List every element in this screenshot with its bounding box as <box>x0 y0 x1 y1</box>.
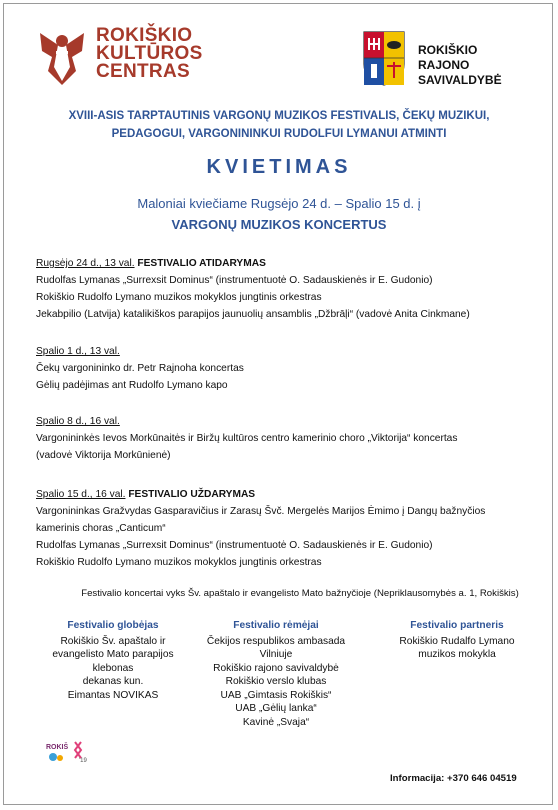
sponsor-line: Kavinė „Svaja“ <box>242 716 310 728</box>
event-line: kamerinis choras „Canticum“ <box>36 523 166 534</box>
event-line: Rokiškio Rudolfo Lymano muzikos mokyklos jungtinis orkestras <box>36 292 322 303</box>
rokiskio-kulturos-centras-logo <box>34 27 214 89</box>
sponsor-line: Rokiškio rajono savivaldybė <box>213 662 339 674</box>
event-line: Jekabpilio (Latvija) katalikiškos parapijos jaunuolių ansamblis „Džbrāļi“ (vadovė Anita Cinkmane) <box>36 309 470 320</box>
event-date: Spalio 8 d., 16 val. <box>36 416 120 427</box>
patron-line: Rokiškio Šv. apaštalo ir <box>60 635 166 647</box>
event-oct-1 <box>36 343 536 394</box>
patron-line: klebonas <box>92 662 134 674</box>
sponsor-line: UAB „Gimtasis Rokiškis“ <box>220 689 332 701</box>
sponsor-line: Rokiškio verslo klubas <box>225 676 327 687</box>
patron-heading: Festivalio globėjas <box>67 620 159 631</box>
sponsor-line: Vilniuje <box>259 649 293 660</box>
patron-line: dekanas kun. <box>82 676 144 687</box>
event-line: Čekų vargonininko dr. Petr Rajnoha koncertas <box>36 363 244 374</box>
event-date: Spalio 1 d., 13 val. <box>36 346 120 357</box>
coat-of-arms-icon <box>362 30 406 86</box>
logo-line-1: ROKIŠKIO <box>96 25 193 46</box>
sponsor-line: Čekijos respublikos ambasada <box>206 635 346 647</box>
event-date: Rugsėjo 24 d., 13 val. <box>36 258 135 269</box>
svg-text:'19: '19 <box>79 758 87 764</box>
partner-heading: Festivalio partneris <box>410 620 504 631</box>
event-date: Spalio 15 d., 16 val. <box>36 489 126 500</box>
patron-column <box>28 619 198 702</box>
event-line: Vargonininkas Gražvydas Gasparavičius ir Zarasų Švč. Mergelės Marijos Ėmimo į Dangų bažnyčios <box>36 506 486 517</box>
patron-line: evangelisto Mato parapijos <box>52 649 174 660</box>
venue-note: Festivalio koncertai vyks Šv. apaštalo ir evangelisto Mato bažnyčioje (Nepriklausomybės a. 1, Rokiškis) <box>81 588 519 599</box>
festival-title-line-2: PEDAGOGUI, VARGONININKUI RUDOLFUI LYMANUI ATMINTI <box>111 128 447 140</box>
municipality-line-1: ROKIŠKIO RAJONO <box>418 43 478 72</box>
sponsor-line: UAB „Gėlių lanka“ <box>235 703 317 714</box>
invitation-heading: KVIETIMAS <box>206 156 352 178</box>
event-line: Rudolfas Lymanas „Surrexsit Dominus“ (instrumentuotė O. Sadauskienės ir E. Gudonio) <box>36 275 433 286</box>
partner-line: muzikos mokykla <box>418 649 496 660</box>
logo-line-2: KULTŪROS <box>96 43 203 64</box>
municipality-line-2: SAVIVALDYBĖ <box>418 73 502 87</box>
sponsors-heading: Festivalio rėmėjai <box>233 620 319 631</box>
event-line: Rokiškio Rudolfo Lymano muzikos mokyklos jungtinis orkestras <box>36 557 322 568</box>
logo-line-3: CENTRAS <box>96 61 190 82</box>
event-closing <box>36 486 536 571</box>
sponsors-column <box>191 619 361 729</box>
event-line: Rudolfas Lymanas „Surrexsit Dominus“ (instrumentuotė O. Sadauskienės ir E. Gudonio) <box>36 540 433 551</box>
event-title: FESTIVALIO ATIDARYMAS <box>137 258 266 269</box>
event-title: FESTIVALIO UŽDARYMAS <box>128 489 256 500</box>
partner-line: Rokiškio Rudalfo Lymano <box>399 635 515 647</box>
invitation-line: Maloniai kviečiame Rugsėjo 24 d. – Spalio 15 d. į <box>137 196 421 211</box>
svg-text:ROKIŠ: ROKIŠ <box>46 744 69 751</box>
partner-column <box>372 619 542 662</box>
contact-info: Informacija: +370 646 04519 <box>390 773 517 784</box>
concerts-title: VARGONŲ MUZIKOS KONCERTUS <box>171 217 387 232</box>
rokiskis-19-logo <box>45 740 93 764</box>
festival-title-line-1: XVIII-ASIS TARPTAUTINIS VARGONŲ MUZIKOS FESTIVALIS, ČEKŲ MUZIKUI, <box>68 110 490 122</box>
festival-title <box>20 107 538 143</box>
patron-line: Eimantas NOVIKAS <box>67 689 159 701</box>
event-line: Gėlių padėjimas ant Rudolfo Lymano kapo <box>36 380 228 391</box>
event-line: Vargonininkės Ievos Morkūnaitės ir Biržų kultūros centro kamerinio choro „Viktorija“ koncertas <box>36 433 458 444</box>
event-line: (vadovė Viktorija Morkūnienė) <box>36 450 171 461</box>
cultural-centre-emblem-icon <box>34 27 90 85</box>
event-opening <box>36 255 536 323</box>
event-oct-8 <box>36 413 536 464</box>
rokiskio-rajono-savivaldybe-logo <box>362 30 522 90</box>
